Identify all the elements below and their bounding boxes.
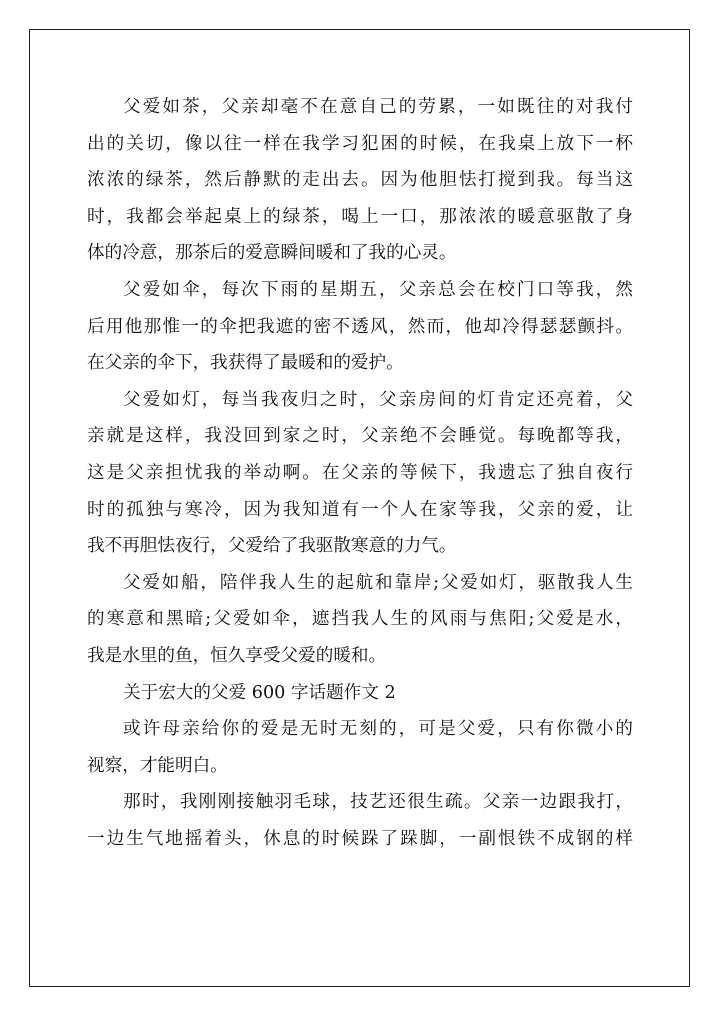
text-line: 体的冷意，那茶后的爱意瞬间暖和了我的心灵。 bbox=[87, 243, 457, 264]
text-line: 视察，才能明白。 bbox=[87, 755, 228, 776]
text-line: 父爱如伞，每次下雨的星期五，父亲总会在校门口等我，然 bbox=[123, 279, 633, 300]
text-line: 亲就是这样，我没回到家之时，父亲绝不会睡觉。每晚都等我， bbox=[87, 426, 633, 447]
text-line: 后用他那惟一的伞把我遮的密不透风，然而，他却冷得瑟瑟颤抖。 bbox=[87, 316, 633, 337]
text-line: 时，我都会举起桌上的绿茶，喝上一口，那浓浓的暖意驱散了身 bbox=[87, 206, 633, 227]
text-line: 时的孤独与寒冷，因为我知道有一个人在家等我，父亲的爱，让 bbox=[87, 499, 633, 520]
text-line: 或许母亲给你的爱是无时无刻的，可是父爱，只有你微小的 bbox=[123, 719, 633, 740]
text-line: 父爱如灯，每当我夜归之时，父亲房间的灯肯定还亮着，父 bbox=[123, 389, 633, 410]
text-line: 这是父亲担忧我的举动啊。在父亲的等候下，我遗忘了独自夜行 bbox=[87, 462, 633, 483]
text-line: 浓浓的绿茶，然后静默的走出去。因为他胆怯打搅到我。每当这 bbox=[87, 170, 633, 191]
text-line: 父爱如船，陪伴我人生的起航和靠岸;父爱如灯，驱散我人生 bbox=[123, 572, 633, 593]
text-line: 关于宏大的父爱 600 字话题作文 2 bbox=[123, 682, 396, 703]
text-line: 在父亲的伞下，我获得了最暖和的爱护。 bbox=[87, 353, 404, 374]
text-line: 出的关切，像以往一样在我学习犯困的时候，在我桌上放下一杯 bbox=[87, 133, 633, 154]
text-line: 父爱如茶，父亲却毫不在意自己的劳累，一如既往的对我付 bbox=[123, 97, 633, 117]
text-line: 一边生气地摇着头，休息的时候跺了跺脚，一副恨铁不成钢的样 bbox=[87, 828, 633, 849]
document-body bbox=[87, 89, 633, 857]
text-line: 的寒意和黑暗;父爱如伞，遮挡我人生的风雨与焦阳;父爱是水， bbox=[87, 609, 633, 630]
text-line: 我不再胆怯夜行，父爱给了我驱散寒意的力气。 bbox=[87, 536, 457, 557]
text-line: 我是水里的鱼，恒久享受父爱的暖和。 bbox=[87, 645, 387, 666]
text-line: 那时，我刚刚接触羽毛球，技艺还很生疏。父亲一边跟我打， bbox=[123, 792, 633, 813]
